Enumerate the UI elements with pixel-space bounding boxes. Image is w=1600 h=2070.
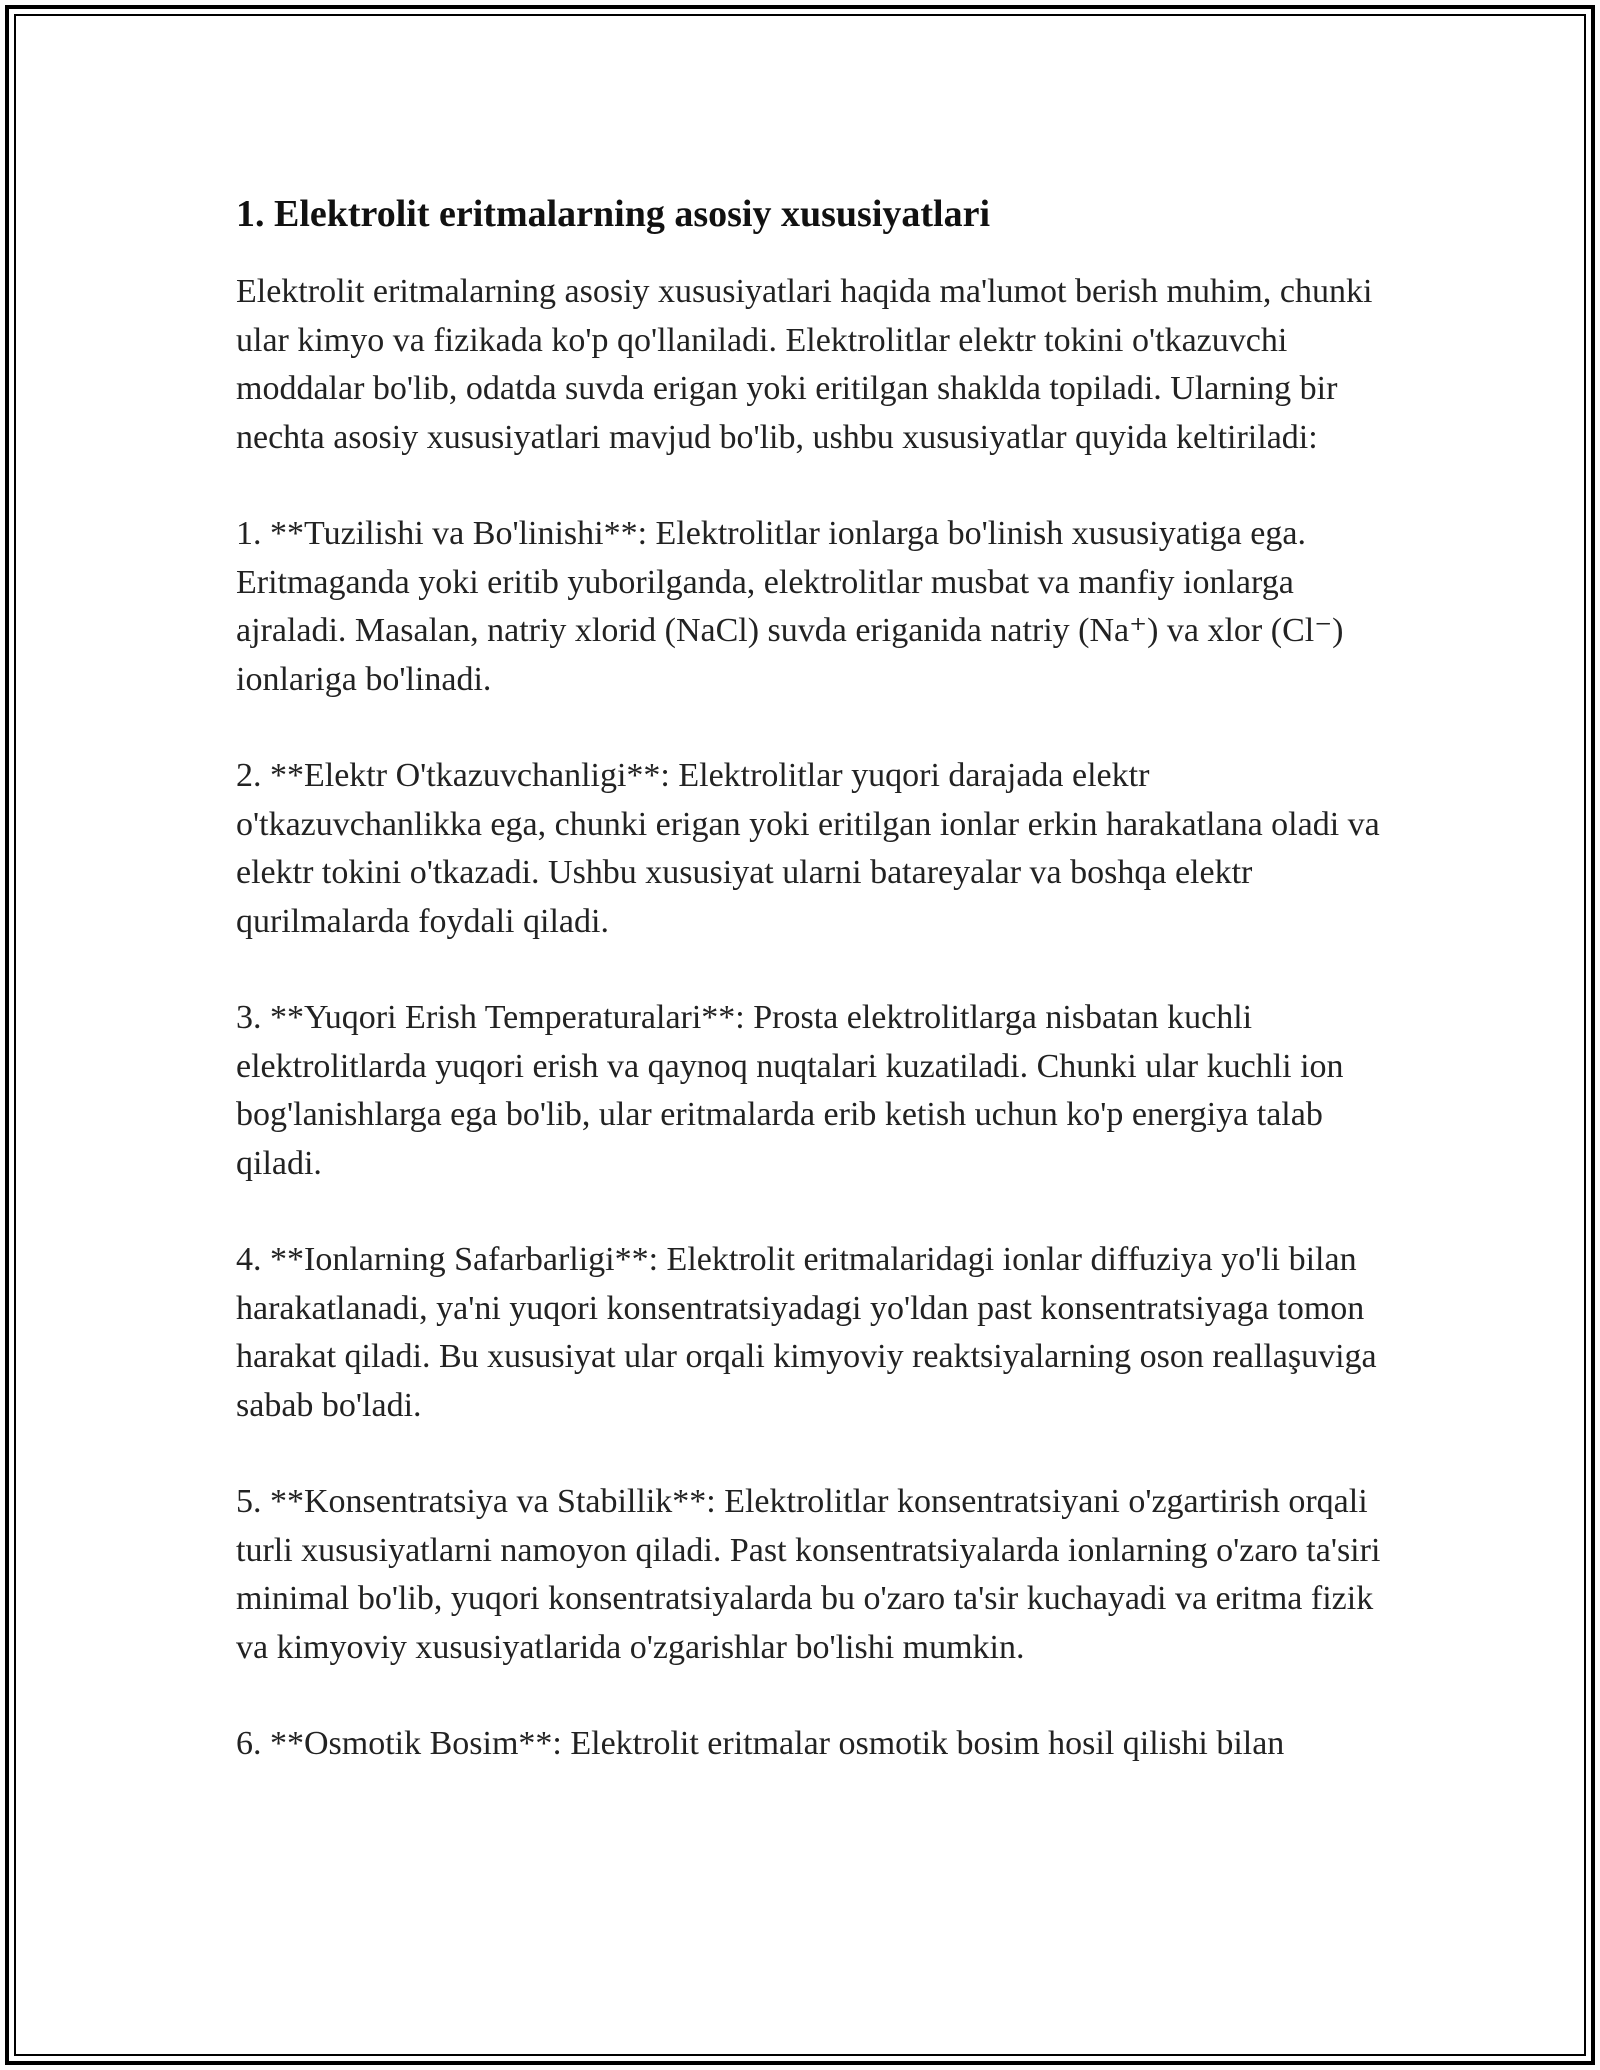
list-item-5: 5. **Konsentratsiya va Stabillik**: Elektrolitlar konsentratsiyani o'zgartirish orqali turli xususiyatlarni namoyon qiladi. Past konsentratsiyalarda ionlarning o'zaro ta'siri minimal bo'lib, yuqori konsentratsiyalarda bu o'zaro ta'sir kuchayadi va eritma fizik va kimyoviy xususiyatlarida o'zgarishlar bo'lishi mumkin.: [236, 1483, 1381, 1666]
section-heading: 1. Elektrolit eritmalarning asosiy xususiyatlari: [236, 193, 991, 235]
list-item-2: 2. **Elektr O'tkazuvchanligi**: Elektrolitlar yuqori darajada elektr o'tkazuvchanlikka ega, chunki erigan yoki eritilgan ionlar erkin harakatlana oladi va elektr tokini o'tkazadi. Ushbu xususiyat ularni batareyalar va boshqa elektr qurilmalarda foydali qiladi.: [236, 757, 1380, 940]
list-item-1: 1. **Tuzilishi va Bo'linishi**: Elektrolitlar ionlarga bo'linish xususiyatiga ega. Eritmaganda yoki eritib yuborilganda, elektrolitlar musbat va manfiy ionlarga ajraladi. Masalan, natriy xlorid (NaCl) suvda eriganida natriy (Na⁺) va xlor (Cl⁻) ionlariga bo'linadi.: [236, 515, 1344, 698]
list-item-4: 4. **Ionlarning Safarbarligi**: Elektrolit eritmalaridagi ionlar diffuziya yo'li bilan harakatlanadi, ya'ni yuqori konsentratsiyadagi yo'ldan past konsentratsiyaga tomon harakat qiladi. Bu xususiyat ular orqali kimyoviy reaktsiyalarning oson reallaşuviga sabab bo'ladi.: [236, 1241, 1377, 1424]
intro-paragraph: Elektrolit eritmalarning asosiy xususiyatlari haqida ma'lumot berish muhim, chunki ular kimyo va fizikada ko'p qo'llaniladi. Elektrolitlar elektr tokini o'tkazuvchi moddalar bo'lib, odatda suvda erigan yoki eritilgan shaklda topiladi. Ularning bir nechta asosiy xususiyatlari mavjud bo'lib, ushbu xususiyatlar quyida keltiriladi:: [236, 273, 1373, 456]
list-item-6: 6. **Osmotik Bosim**: Elektrolit eritmalar osmotik bosim hosil qilishi bilan: [236, 1725, 1285, 1762]
document-body: [236, 188, 1386, 1817]
list-item-3: 3. **Yuqori Erish Temperaturalari**: Prosta elektrolitlarga nisbatan kuchli elektrolitlarda yuqori erish va qaynoq nuqtalari kuzatiladi. Chunki ular kuchli ion bog'lanishlarga ega bo'lib, ular eritmalarda erib ketish uchun ko'p energiya talab qiladi.: [236, 999, 1344, 1182]
